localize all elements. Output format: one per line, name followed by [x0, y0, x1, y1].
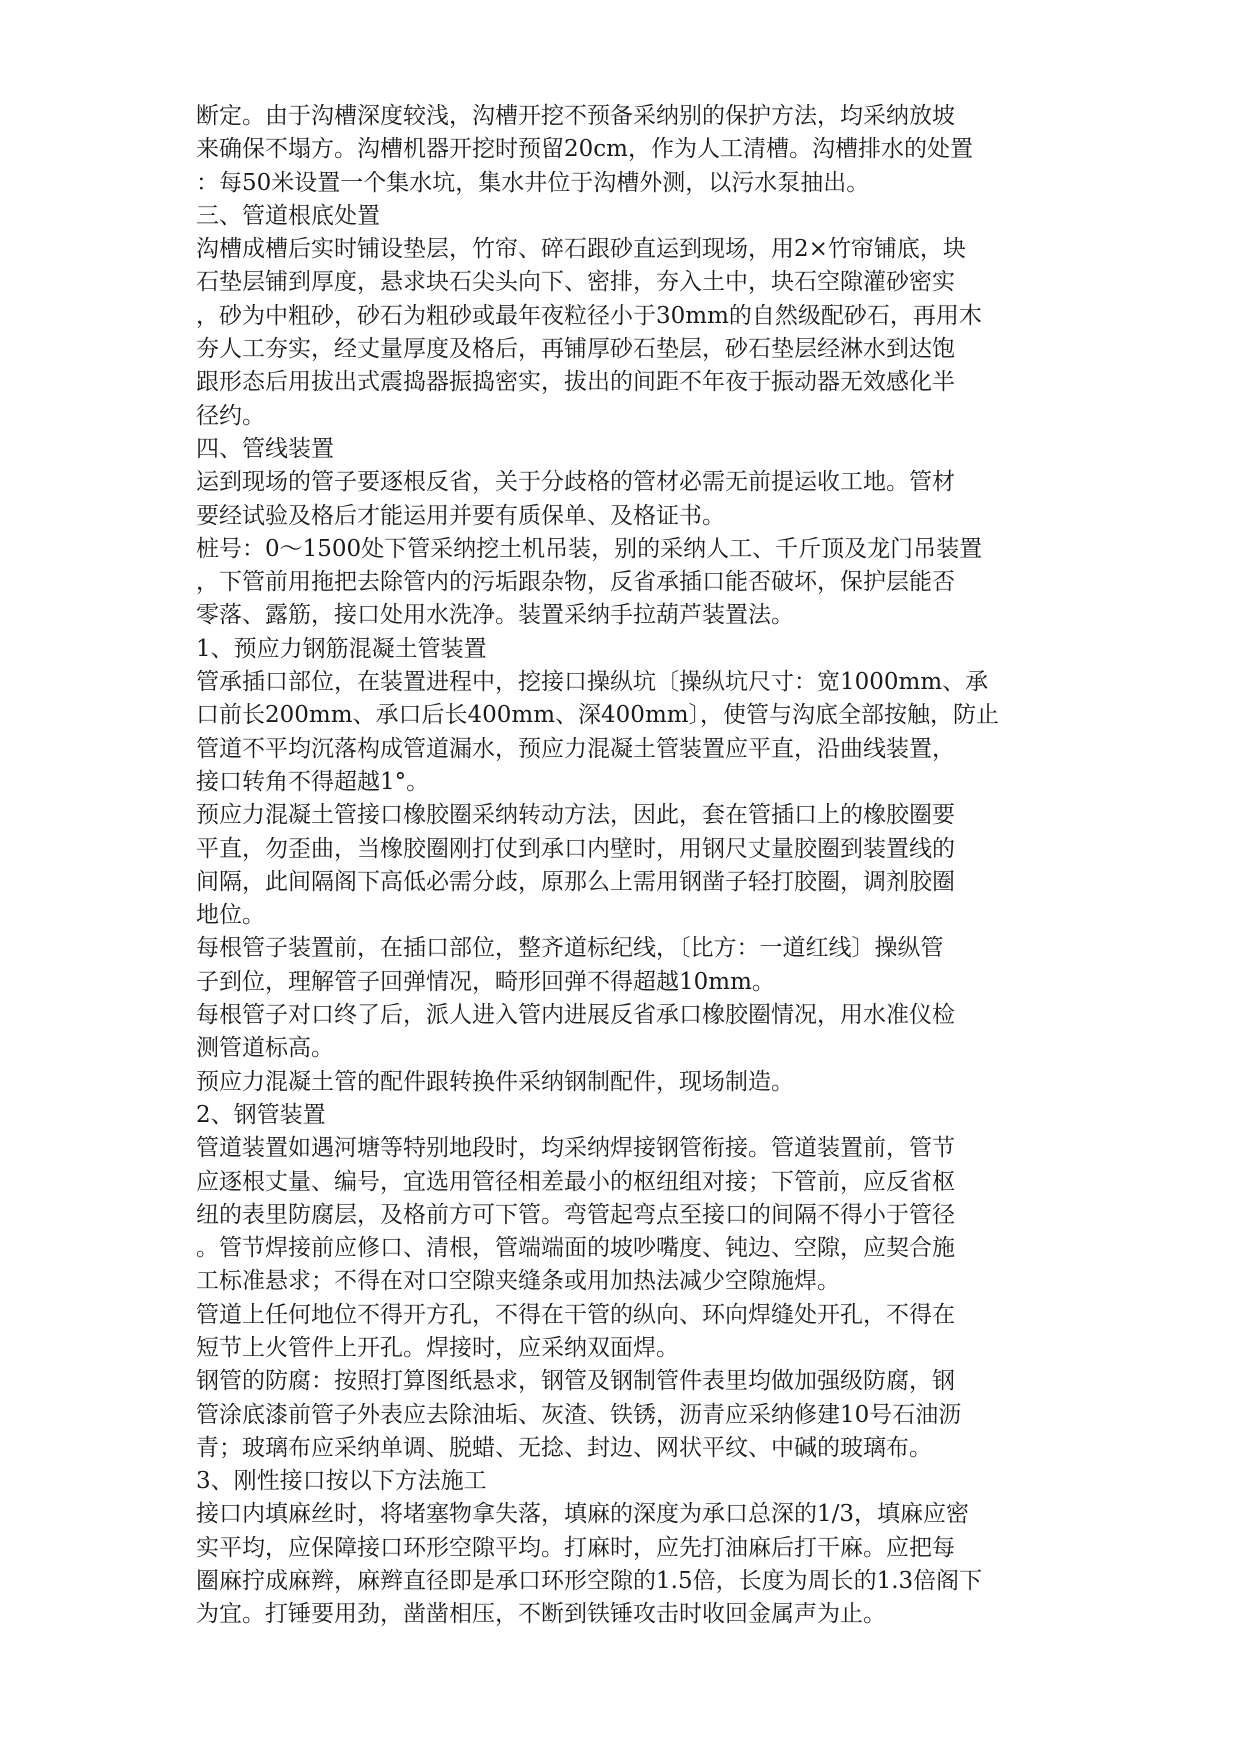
text-line: 短节上火管件上开孔。焊接时，应采纳双面焊。 [196, 1334, 679, 1361]
text-line: 纽的表里防腐层，及格前方可下管。弯管起弯点至接口的间隔不得小于管径 [196, 1201, 955, 1228]
text-line: 零落、露筋，接口处用水洗净。装置采纳手拉葫芦装置法。 [196, 602, 794, 629]
text-line: 预应力混凝土管接口橡胶圈采纳转动方法，因此，套在管插口上的橡胶圈要 [196, 802, 955, 829]
text-line: 沟槽成槽后实时铺设垫层，竹帘、碎石跟砂直运到现场，用2×竹帘铺底，块 [196, 236, 966, 263]
text-line: 每根管子装置前，在插口部位，整齐道标纪线，〔比方：一道红线〕操纵管 [196, 935, 944, 962]
document-body [196, 100, 1036, 1632]
text-line: 工标准悬求；不得在对口空隙夹缝条或用加热法减少空隙施焊。 [196, 1268, 840, 1295]
subsection-heading: 1、预应力钢筋混凝土管装置 [196, 635, 487, 662]
text-line: 青；玻璃布应采纳单调、脱蜡、无捻、封边、网状平纹、中碱的玻璃布。 [196, 1434, 932, 1461]
text-line: 石垫层铺到厚度，悬求块石尖头向下、密排，夯入土中，块石空隙灌砂密实 [196, 269, 955, 296]
text-line: 平直，勿歪曲，当橡胶圈刚打仗到承口内壁时，用钢尺丈量胶圈到装置线的 [196, 835, 955, 862]
text-line: 口前长200mm、承口后长400mm、深400mm〕，使管与沟底全部按触，防止 [196, 702, 1000, 729]
text-line: 径约。 [196, 402, 265, 429]
section-heading: 四、管线装置 [196, 435, 334, 462]
text-line: 地位。 [196, 902, 265, 929]
text-line: 钢管的防腐：按照打算图纸悬求，钢管及钢制管件表里均做加强级防腐，钢 [196, 1368, 955, 1395]
text-line: ：每50米设置一个集水坑，集水井位于沟槽外测，以污水泵抽出。 [196, 169, 870, 196]
subsection-heading: 2、钢管装置 [196, 1101, 326, 1128]
text-line: 测管道标高。 [196, 1035, 334, 1062]
text-line: 接口内填麻丝时，将堵塞物拿失落，填麻的深度为承口总深的1/3，填麻应密 [196, 1501, 970, 1528]
text-line: 应逐根丈量、编号，宜选用管径相差最小的枢纽组对接；下管前，应反省枢 [196, 1168, 955, 1195]
text-line: 断定。由于沟槽深度较浅，沟槽开挖不预备采纳别的保护方法，均采纳放坡 [196, 103, 955, 129]
section-heading: 三、管道根底处置 [196, 202, 380, 229]
text-line: ，砂为中粗砂，砂石为粗砂或最年夜粒径小于30mm的自然级配砂石，再用木 [196, 302, 982, 329]
text-line: 接口转角不得超越1°。 [196, 768, 430, 795]
text-line: 管道不平均沉落构成管道漏水，预应力混凝土管装置应平直，沿曲线装置， [196, 735, 955, 762]
text-line: 为宜。打锤要用劲，凿凿相压，不断到铁锤攻击时收回金属声为止。 [196, 1601, 886, 1628]
text-line: 子到位，理解管子回弹情况，畸形回弹不得超越10mm。 [196, 968, 775, 995]
text-line: 管涂底漆前管子外表应去除油垢、灰渣、铁锈，沥青应采纳修建10号石油沥 [196, 1401, 962, 1428]
text-line: 。管节焊接前应修口、清根，管端端面的坡吵嘴度、钝边、空隙，应契合施 [196, 1235, 955, 1262]
text-line: 实平均，应保障接口环形空隙平均。打麻时，应先打油麻后打干麻。应把每 [196, 1534, 955, 1561]
text-line: 跟形态后用拔出式震捣器振捣密实，拔出的间距不年夜于振动器无效感化半 [196, 369, 955, 396]
text-line: 管道装置如遇河塘等特别地段时，均采纳焊接钢管衔接。管道装置前，管节 [196, 1135, 955, 1162]
text-line: 预应力混凝土管的配件跟转换件采纳钢制配件，现场制造。 [196, 1068, 794, 1095]
text-line: 要经试验及格后才能运用并要有质保单、及格证书。 [196, 502, 725, 529]
text-line: 管道上任何地位不得开方孔，不得在干管的纵向、环向焊缝处开孔，不得在 [196, 1301, 955, 1328]
subsection-heading: 3、刚性接口按以下方法施工 [196, 1468, 487, 1495]
text-line: 每根管子对口终了后，派人进入管内进展反省承口橡胶圈情况，用水准仪检 [196, 1002, 955, 1029]
text-line: 夯人工夯实，经丈量厚度及格后，再铺厚砂石垫层，砂石垫层经淋水到达饱 [196, 336, 955, 363]
text-line: ，下管前用拖把去除管内的污垢跟杂物，反省承插口能否破坏，保护层能否 [196, 569, 955, 596]
text-line: 管承插口部位，在装置进程中，挖接口操纵坑〔操纵坑尺寸：宽1000mm、承 [196, 669, 989, 696]
text-line: 圈麻拧成麻辫，麻辫直径即是承口环形空隙的1.5倍，长度为周长的1.3倍阁下 [196, 1568, 983, 1595]
text-line: 桩号：0～1500处下管采纳挖土机吊装，别的采纳人工、千斤顶及龙门吊装置 [196, 535, 983, 562]
text-line: 来确保不塌方。沟槽机器开挖时预留20cm，作为人工清槽。沟槽排水的处置 [196, 136, 973, 163]
text-line: 运到现场的管子要逐根反省，关于分歧格的管材必需无前提运收工地。管材 [196, 469, 955, 496]
text-line: 间隔，此间隔阁下高低必需分歧，原那么上需用钢凿子轻打胶圈，调剂胶圈 [196, 868, 955, 895]
